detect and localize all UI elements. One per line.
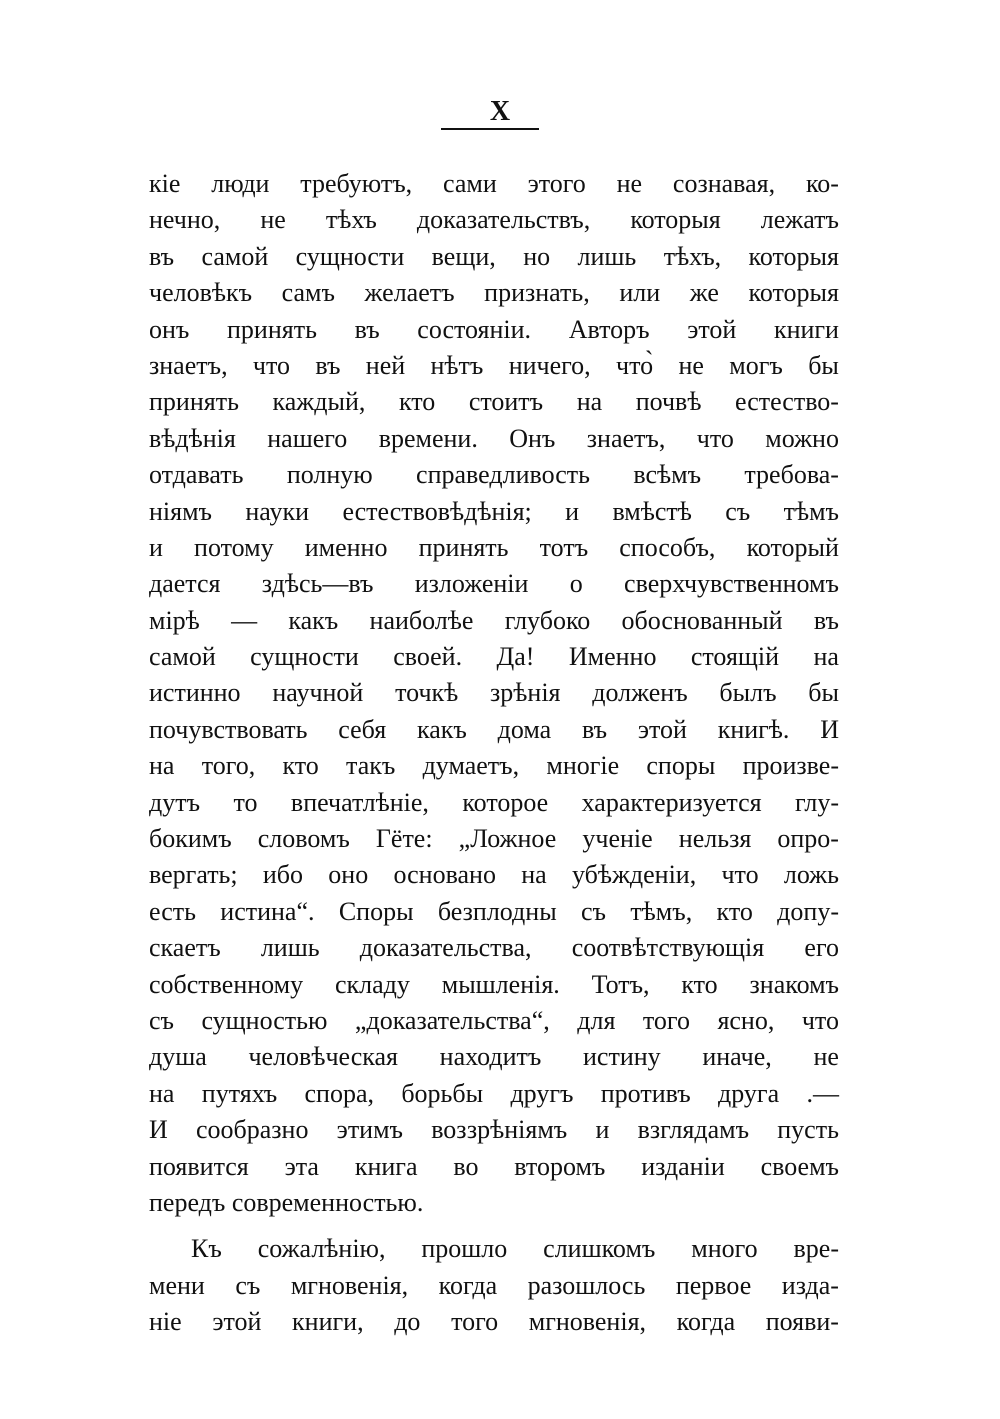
text-line: ніямъ науки естествовѣдѣнія; и вмѣстѣ съ тѣмъ [149,496,839,526]
text-line: отдавать полную справедливость всѣмъ требова- [149,460,839,490]
text-line: истинно научной точкѣ зрѣнія долженъ былъ бы [149,678,839,708]
text-line: кіе люди требуютъ, сами этого не сознавая, ко- [149,169,839,198]
text-line: почувствовать себя какъ дома въ этой книгѣ. И [149,714,839,744]
text-line: дается здѣсь—въ изложеніи о сверхчувственномъ [149,569,839,599]
text-line: нечно, не тѣхъ доказательствъ, которыя лежатъ [149,205,839,235]
text-line: бокимъ словомъ Гёте: „Ложное ученіе нельзя опро- [149,824,839,854]
text-line: мени съ мгновенія, когда разошлось первое изда- [149,1270,839,1300]
text-line: съ сущностью „доказательства“, для того ясно, что [149,1005,839,1035]
text-line: человѣкъ самъ желаетъ признать, или же которыя [149,278,839,308]
text-line: собственному складу мышленія. Тотъ, кто знакомъ [149,969,839,999]
text-line: вергать; ибо оно основано на убѣжденіи, что ложь [149,860,839,890]
paragraph-1 [149,166,839,1221]
paragraph-gap [149,1221,839,1231]
header-rule [441,128,539,130]
text-line: вѣдѣнія нашего времени. Онъ знаетъ, что можно [149,423,839,453]
text-line: ніе этой книги, до того мгновенія, когда появи- [149,1307,839,1337]
text-line: есть истина“. Споры безплодны съ тѣмъ, кто допу- [149,896,839,926]
paragraph-2 [149,1231,839,1340]
text-line: дутъ то впечатлѣніе, которое характеризуется глу- [149,787,839,817]
text-line: знаетъ, что въ ней нѣтъ ничего, что̀ не могъ бы [149,350,839,380]
text-line: онъ принять въ состояніи. Авторъ этой книги [149,314,839,344]
text-line: и потому именно принять тотъ способъ, который [149,532,839,562]
text-line: мірѣ — какъ наиболѣе глубоко обоснованный въ [149,605,839,635]
text-line: появится эта книга во второмъ изданіи своемъ [149,1151,839,1181]
text-line: передъ современностью. [149,1187,424,1217]
text-line: скаетъ лишь доказательства, соотвѣтствующія его [149,933,839,963]
text-line: душа человѣческая находитъ истину иначе, не [149,1042,839,1072]
text-line: на путяхъ спора, борьбы другъ противъ друга .— [149,1078,839,1108]
text-line: И сообразно этимъ воззрѣніямъ и взглядамъ пусть [149,1115,839,1145]
text-line: самой сущности своей. Да! Именно стоящій на [149,642,839,672]
page-number: X [489,96,511,127]
text-line: въ самой сущности вещи, но лишь тѣхъ, которыя [149,241,839,271]
text-line: на того, кто такъ думаетъ, многіе споры произве- [149,751,839,781]
text-line: Къ сожалѣнію, прошло слишкомъ много вре- [191,1234,839,1264]
body-text [149,166,839,1341]
text-line: принять каждый, кто стоитъ на почвѣ естество- [149,387,839,417]
